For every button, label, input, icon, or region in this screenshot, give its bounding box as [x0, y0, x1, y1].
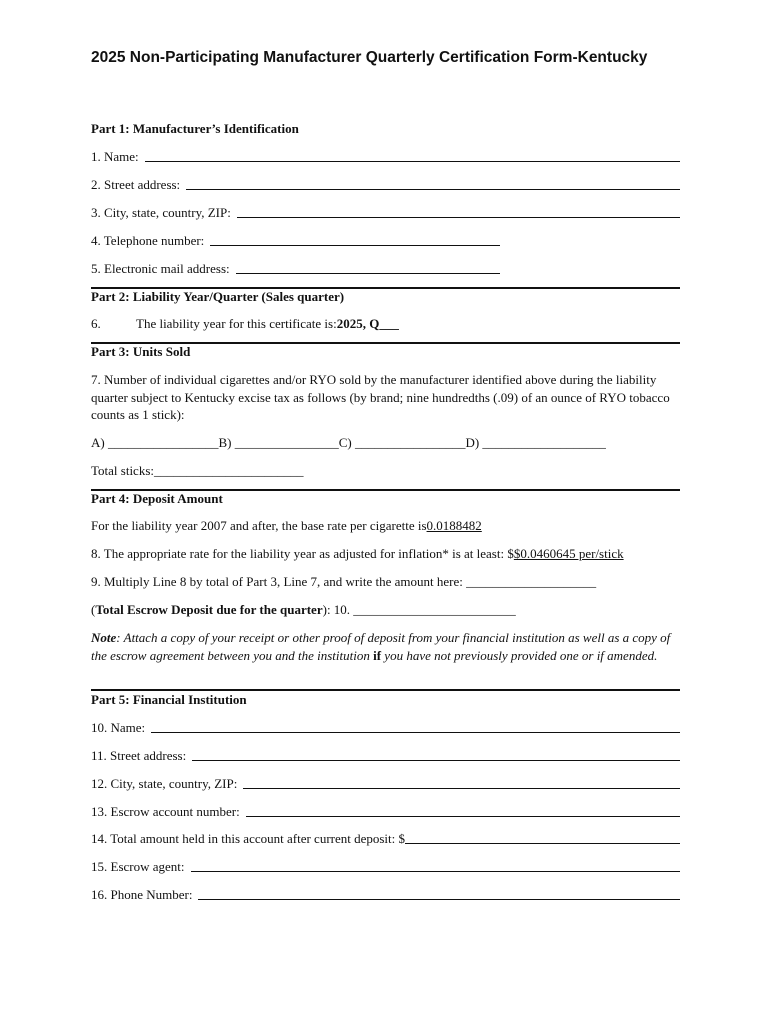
institution-phone-field[interactable]: [91, 887, 680, 903]
total-sticks-label: Total sticks:: [91, 463, 155, 478]
base-rate-row: [91, 518, 680, 534]
part2-heading: Part 2: Liability Year/Quarter (Sales quarter): [91, 289, 345, 304]
manufacturer-phone-field[interactable]: [91, 233, 500, 249]
institution-name-label: 10. Name:: [91, 720, 146, 735]
total-escrow-label: Total Escrow Deposit due for the quarter: [95, 602, 323, 617]
total-sticks-blank: _______________________: [154, 463, 304, 478]
total-escrow-field[interactable]: [91, 602, 680, 618]
adjusted-rate-text: 8. The appropriate rate for the liability year as adjusted for inflation* is at least: $: [91, 546, 514, 561]
manufacturer-phone-label: 4. Telephone number:: [91, 233, 205, 248]
deposit-amount-field[interactable]: [91, 574, 680, 590]
escrow-agent-label: 15. Escrow agent:: [91, 859, 185, 874]
liability-year-row[interactable]: [91, 316, 680, 332]
section-divider: [91, 689, 680, 691]
brand-sticks-row[interactable]: [91, 435, 680, 451]
deposit-amount-text: 9. Multiply Line 8 by total of Part 3, Line 7, and write the amount here: ____________________: [91, 574, 597, 589]
note-label: Note: [91, 630, 117, 645]
base-rate-text: For the liability year 2007 and after, the base rate per cigarette is: [91, 518, 427, 533]
total-sticks-field[interactable]: [91, 463, 680, 479]
manufacturer-name-label: 1. Name:: [91, 149, 139, 164]
deposit-note: [91, 629, 680, 664]
item6-number: 6.: [91, 316, 101, 331]
part4-heading: Part 4: Deposit Amount: [91, 491, 223, 506]
manufacturer-name-field[interactable]: [91, 149, 680, 165]
manufacturer-street-label: 2. Street address:: [91, 177, 181, 192]
brand-fields: A) _________________B) ________________C) _________________D) ___________________: [91, 435, 606, 450]
institution-name-field[interactable]: [91, 720, 680, 736]
institution-phone-label: 16. Phone Number:: [91, 887, 193, 902]
total-escrow-open: (: [91, 602, 96, 617]
adjusted-rate-row: [91, 546, 680, 562]
manufacturer-street-field[interactable]: [91, 177, 680, 193]
manufacturer-email-label: 5. Electronic mail address:: [91, 261, 230, 276]
institution-street-field[interactable]: [91, 748, 680, 764]
part3-heading: Part 3: Units Sold: [91, 344, 191, 359]
manufacturer-city-field[interactable]: [91, 205, 680, 221]
escrow-agent-field[interactable]: [91, 859, 680, 875]
total-escrow-blank: ): 10. _________________________: [322, 602, 516, 617]
part5-heading: Part 5: Financial Institution: [91, 692, 247, 707]
item7-text: 7. Number of individual cigarettes and/or RYO sold by the manufacturer identified above during the liability quarter subject to Kentucky excise tax as follows (by brand; nine hundredths (.09) of an ounce of RYO tobacco counts as 1 stick):: [91, 372, 670, 422]
base-rate-value: 0.0188482: [426, 518, 482, 533]
institution-city-field[interactable]: [91, 776, 680, 792]
total-held-label: 14. Total amount held in this account after current deposit: $: [91, 831, 406, 846]
form-title: 2025 Non-Participating Manufacturer Quarterly Certification Form-Kentucky: [91, 49, 648, 66]
part1-heading: Part 1: Manufacturer’s Identification: [91, 121, 299, 136]
total-held-field[interactable]: [91, 831, 680, 847]
institution-city-label: 12. City, state, country, ZIP:: [91, 776, 238, 791]
note-if: if: [373, 647, 382, 663]
manufacturer-city-label: 3. City, state, country, ZIP:: [91, 205, 231, 220]
note-text-a: : Attach a copy of your receipt or other proof of deposit from your financial institution as well as a copy of the escrow agreement between you and the institution: [91, 630, 671, 663]
escrow-account-field[interactable]: [91, 804, 680, 820]
liability-year-text: The liability year for this certificate is:: [136, 316, 337, 331]
escrow-account-label: 13. Escrow account number:: [91, 804, 240, 819]
note-text-b: you have not previously provided one or if amended.: [381, 647, 658, 663]
manufacturer-email-field[interactable]: [91, 261, 500, 277]
adjusted-rate-value: $0.0460645 per/stick: [513, 546, 624, 561]
liability-year-value: 2025, Q___: [336, 316, 399, 331]
institution-street-label: 11. Street address:: [91, 748, 187, 763]
